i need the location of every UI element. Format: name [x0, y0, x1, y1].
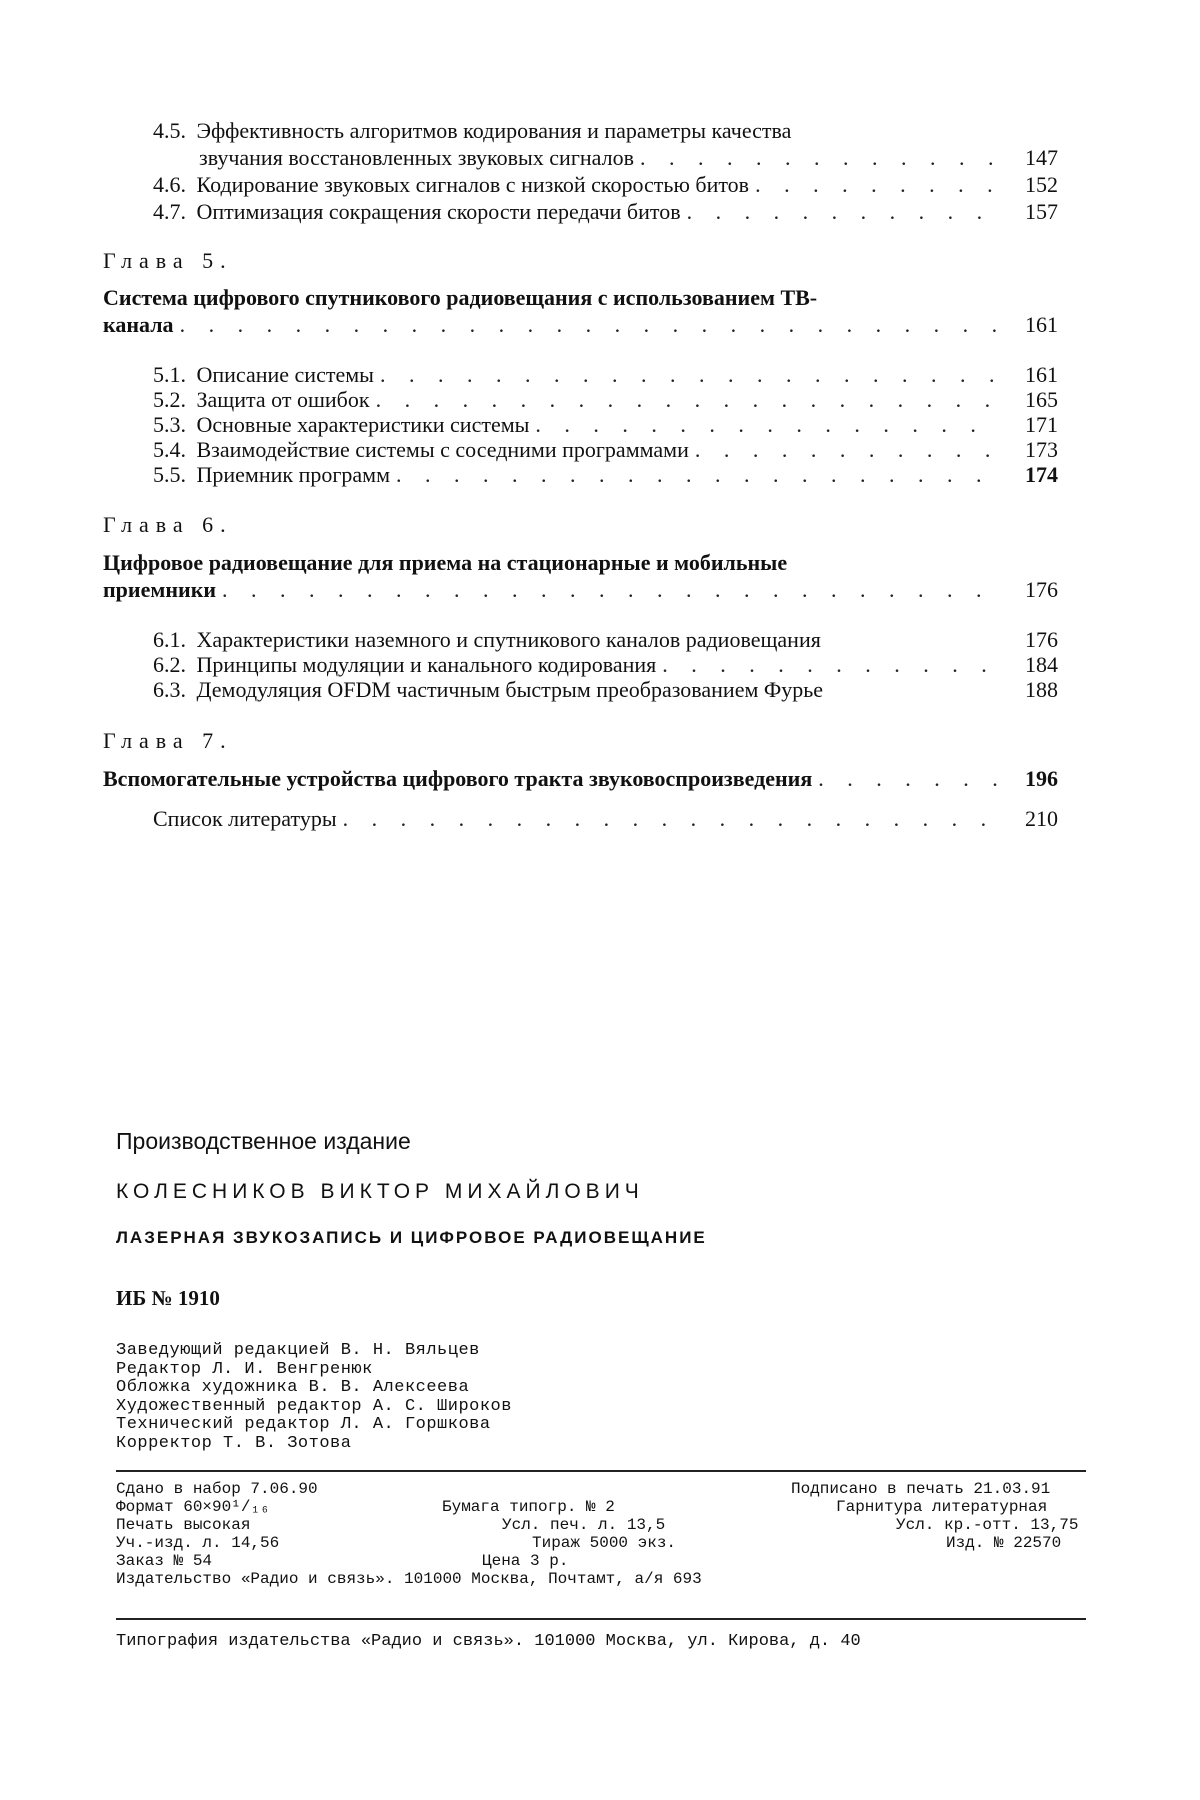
dot-leader: [343, 806, 1000, 832]
dot-leader: [180, 312, 1000, 338]
imprint-price: Цена 3 р.: [482, 1552, 569, 1570]
toc-page-number: 165: [1025, 387, 1058, 412]
toc-entry-5-2: [153, 387, 1006, 413]
imprint-signed: Подписано в печать 21.03.91: [791, 1480, 1051, 1498]
toc-entry-text: Список литературы: [153, 806, 337, 831]
toc-entry-references: [153, 806, 1006, 832]
toc-page-number: 171: [1025, 412, 1058, 437]
chapter-6-heading: Глава 6.: [103, 512, 233, 537]
dot-leader: [662, 652, 1000, 678]
imprint-order: Заказ № 54: [116, 1552, 213, 1570]
imprint-publisher: Издательство «Радио и связь». 101000 Москва, Почтамт, а/я 693: [116, 1570, 702, 1588]
chapter-7-heading: Глава 7.: [103, 728, 233, 753]
toc-entry-text: Принципы модуляции и канального кодирования: [196, 652, 657, 677]
toc-entry-4-5: [153, 118, 1013, 144]
imprint-run: Тираж 5000 экз.: [532, 1534, 677, 1552]
dot-leader: [818, 766, 1000, 792]
chapter-title-text: Цифровое радиовещание для приема на стационарные и мобильные: [103, 550, 788, 575]
toc-entry-text: звучания восстановленных звуковых сигналов: [199, 145, 634, 170]
chapter-title-text: канала: [103, 312, 174, 337]
dot-leader: [695, 437, 1000, 463]
chapter-5-heading: Глава 5.: [103, 248, 233, 273]
toc-page-number: 176: [1025, 627, 1058, 652]
dot-leader: [380, 362, 1000, 388]
imprint-print-sheets: Усл. печ. л. 13,5: [502, 1516, 666, 1534]
toc-entry-number: 5.1.: [153, 362, 186, 387]
toc-entry-number: 6.2.: [153, 652, 186, 677]
toc-page-number: 188: [1025, 677, 1058, 702]
chapter-title-text: приемники: [103, 577, 217, 602]
toc-page-number: 161: [1025, 362, 1058, 387]
toc-entry-text: Основные характеристики системы: [196, 412, 530, 437]
toc-entry-4-6: [153, 172, 1006, 198]
imprint-paper: Бумага типогр. № 2: [442, 1498, 615, 1516]
book-title: ЛАЗЕРНАЯ ЗВУКОЗАПИСЬ И ЦИФРОВОЕ РАДИОВЕЩАНИЕ: [116, 1228, 707, 1247]
toc-entry-text: Кодирование звуковых сигналов с низкой скоростью битов: [196, 172, 750, 197]
toc-entry-6-2: [153, 652, 1006, 678]
toc-entry-5-4: [153, 437, 1006, 463]
toc-entry-text: Оптимизация сокращения скорости передачи битов: [196, 199, 681, 224]
dot-leader: [396, 462, 1000, 488]
toc-entry-5-3: [153, 412, 1006, 438]
toc-entry-number: 4.5.: [153, 118, 186, 143]
dot-leader: [376, 387, 1000, 413]
chapter-6-title: [103, 550, 1003, 576]
imprint-format: Формат 60×90¹/₁₆: [116, 1498, 270, 1516]
author-name: КОЛЕСНИКОВ ВИКТОР МИХАЙЛОВИЧ: [116, 1180, 644, 1203]
toc-entry-text: Взаимодействие системы с соседними программами: [196, 437, 689, 462]
chapter-5-title: [103, 285, 1003, 311]
toc-page-number: 152: [1025, 172, 1058, 197]
chapter-7-title: [103, 766, 1006, 792]
toc-entry-number: 6.1.: [153, 627, 186, 652]
toc-entry-text: Приемник программ: [196, 462, 390, 487]
toc-entry-4-5-cont: [199, 145, 1006, 171]
divider-top: [116, 1470, 1086, 1472]
imprint-printing: Печать высокая: [116, 1516, 251, 1534]
imprint-pub-sheets: Уч.-изд. л. 14,56: [116, 1534, 280, 1552]
toc-page-number: 147: [1025, 145, 1058, 170]
toc-entry-text: Эффективность алгоритмов кодирования и параметры качества: [196, 118, 792, 143]
toc-entry-number: 6.3.: [153, 677, 186, 702]
chapter-6-title-cont: [103, 577, 1006, 603]
toc-page-number: 161: [1025, 312, 1058, 337]
toc-entry-number: 5.4.: [153, 437, 186, 462]
dot-leader: [755, 172, 1000, 198]
ib-number: ИБ № 1910: [116, 1286, 220, 1310]
dot-leader: [687, 199, 1000, 225]
toc-page-number: 173: [1025, 437, 1058, 462]
staff-line: Заведующий редакцией В. Н. Вяльцев: [116, 1341, 480, 1360]
dot-leader: [222, 577, 1000, 603]
toc-page-number: 184: [1025, 652, 1058, 677]
printer-line: Типография издательства «Радио и связь». 101000 Москва, ул. Кирова, д. 40: [116, 1632, 861, 1651]
chapter-5-title-cont: [103, 312, 1006, 338]
toc-page-number: 174: [1025, 462, 1058, 487]
toc-entry-text: Описание системы: [196, 362, 374, 387]
staff-list: [116, 1342, 512, 1453]
toc-entry-text: Защита от ошибок: [196, 387, 370, 412]
toc-entry-text: Характеристики наземного и спутникового каналов радиовещания: [196, 627, 821, 652]
imprint-color-prints: Усл. кр.-отт. 13,75: [896, 1516, 1079, 1534]
toc-page-number: 210: [1025, 806, 1058, 831]
chapter-title-text: Система цифрового спутникового радиовещания с использованием ТВ-: [103, 285, 818, 310]
publication-kind: Производственное издание: [116, 1128, 411, 1154]
toc-page-number: 176: [1025, 577, 1058, 602]
toc-page-number: 157: [1025, 199, 1058, 224]
staff-line: Редактор Л. И. Венгренюк: [116, 1359, 373, 1379]
staff-line: Художественный редактор А. С. Широков: [116, 1396, 512, 1416]
toc-entry-4-7: [153, 199, 1006, 225]
staff-line: Обложка художника В. В. Алексеева: [116, 1378, 470, 1397]
imprint-typeface: Гарнитура литературная: [836, 1498, 1048, 1516]
toc-entry-number: 5.2.: [153, 387, 186, 412]
toc-entry-6-1: [153, 627, 1006, 653]
toc-entry-5-1: [153, 362, 1006, 388]
toc-entry-6-3: [153, 677, 1006, 703]
imprint-pub-no: Изд. № 22570: [946, 1534, 1062, 1552]
toc-entry-number: 4.6.: [153, 172, 186, 197]
staff-line: Технический редактор Л. А. Горшкова: [116, 1415, 491, 1434]
toc-entry-5-5: [153, 462, 1006, 488]
staff-line: Корректор Т. В. Зотова: [116, 1433, 352, 1453]
toc-entry-number: 5.5.: [153, 462, 186, 487]
chapter-title-text: Вспомогательные устройства цифрового тракта звуковоспроизведения: [103, 766, 813, 791]
imprint-sent: Сдано в набор 7.06.90: [116, 1480, 318, 1498]
toc-entry-number: 4.7.: [153, 199, 186, 224]
toc-entry-text: Демодуляция OFDM частичным быстрым преобразованием Фурье: [196, 677, 824, 702]
toc-page-number: 196: [1025, 766, 1058, 791]
toc-entry-number: 5.3.: [153, 412, 186, 437]
dot-leader: [535, 412, 1000, 438]
divider-bottom: [116, 1618, 1086, 1620]
dot-leader: [640, 145, 1000, 171]
